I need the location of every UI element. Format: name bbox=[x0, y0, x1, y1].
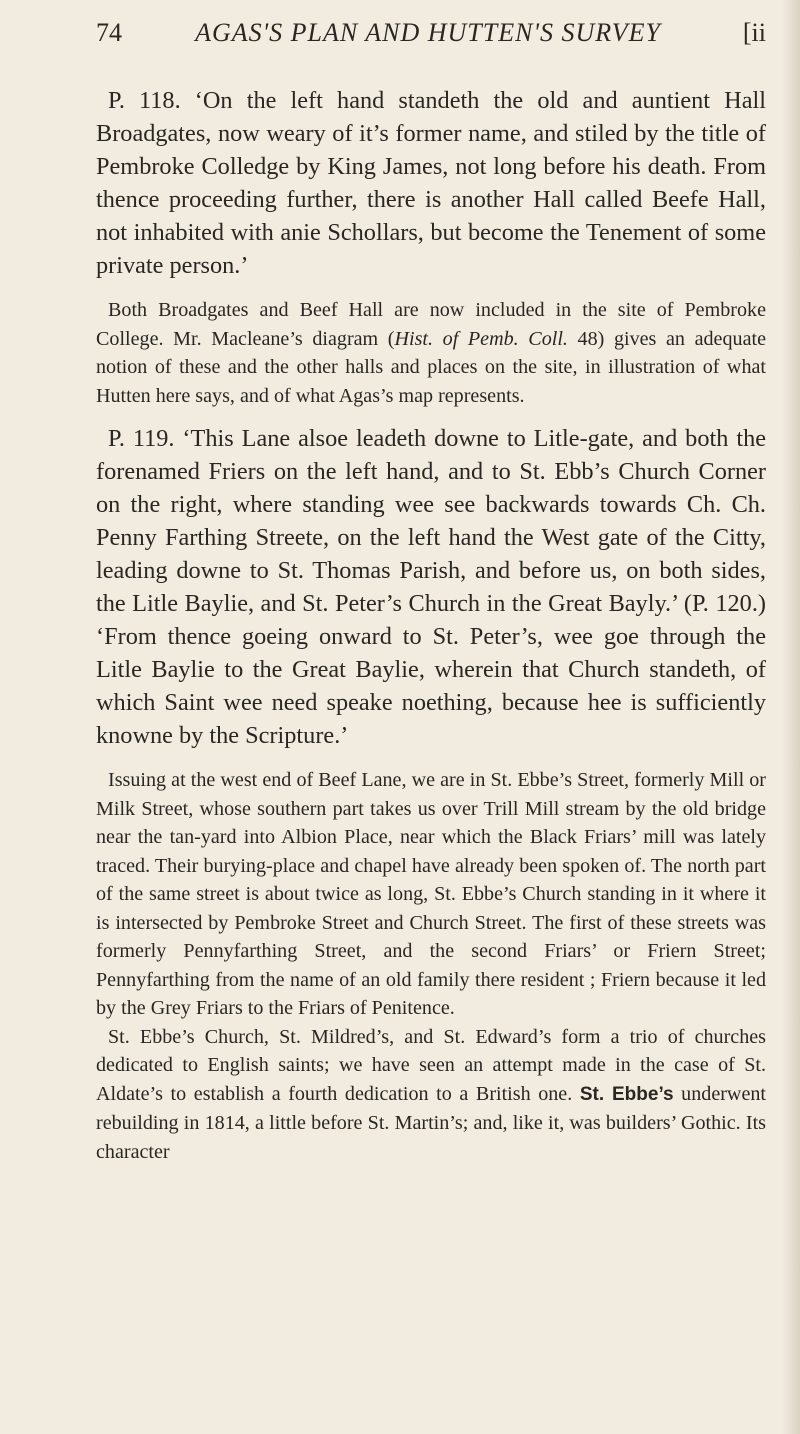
commentary-text-cont: underwent rebuilding in 1814, a little before St. Martin’s; and, like it, was builders’ Gothic. Its character bbox=[96, 1082, 766, 1163]
commentary-text: Both Broadgates and Beef Hall are now included in the site of Pembroke College. Mr. Macleane’s diagram ( bbox=[96, 299, 766, 350]
header-bracket: [ii bbox=[742, 18, 766, 47]
page-body bbox=[96, 84, 766, 1178]
commentary-st-ebbes-street: Issuing at the west end of Beef Lane, we are in St. Ebbe’s Street, formerly Mill or Milk Street, whose southern part takes us over Trill Mill stream by the old bridge near the tan-yard into Albion Place, near which the Black Friars’ mill was lately traced. Their burying-place and chapel have already been spoken of. The north part of the same street is about twice as long, St. Ebbe’s Church standing in it where it is intersected by Pembroke Street and Church Street. The first of these streets was formerly Pennyfarthing Street, and the second Friars’ or Friern Street; Pennyfarthing from the name of an old family there resident ; Friern because it led by the Grey Friars to the Friars of Penitence. bbox=[96, 769, 766, 1019]
running-header bbox=[96, 18, 766, 54]
commentary-st-ebbes-church bbox=[96, 1023, 766, 1167]
quotation-p118: P. 118. ‘On the left hand standeth the old and auntient Hall Broadgates, now weary of it’s former name, and stiled by the title of Pembroke Colledge by King James, not long before his death. From thence proceeding further, there is another Hall called Beefe Hall, not inhabited with anie Schollars, but become the Tenement of some private person.’ bbox=[96, 87, 766, 279]
quotation-p119: P. 119. ‘This Lane alsoe leadeth downe to Litle-gate, and both the forenamed Friers on the left hand, and to St. Ebb’s Church Corner on the right, where standing wee see backwards towards Ch. Ch. Penny Farthing Streete, on the left hand the West gate of the Citty, leading downe to St. Thomas Parish, and before us, on both sides, the Litle Baylie, and St. Peter’s Church in the Great Bayly.’ (P. 120.) ‘From thence goeing onward to St. Peter’s, wee goe through the Litle Baylie to the Great Baylie, wherein that Church standeth, of which Saint wee need speake noething, because hee is sufficiently knowne by the Scripture.’ bbox=[96, 425, 766, 749]
page-number: 74 bbox=[96, 18, 122, 47]
page-edge-shadow bbox=[782, 0, 800, 1434]
running-title: AGAS'S PLAN AND HUTTEN'S SURVEY bbox=[195, 18, 661, 47]
bold-church-name: St. Ebbe’s bbox=[579, 1083, 674, 1105]
commentary-broadgates bbox=[96, 296, 766, 410]
commentary-text: St. Ebbe’s Church, St. Mildred’s, and St. Edward’s form a trio of churches dedicated to English saints; we have seen an attempt made in the case of St. Aldate’s to establish a fourth dedication to a British one. bbox=[96, 1025, 766, 1105]
commentary-text-cont: 48) gives an adequate notion of these and the other halls and places on the site, in illustration of what Hutten here says, and of what Agas’s map represents. bbox=[96, 327, 766, 407]
citation-title: Hist. of Pemb. Coll. bbox=[394, 327, 568, 350]
